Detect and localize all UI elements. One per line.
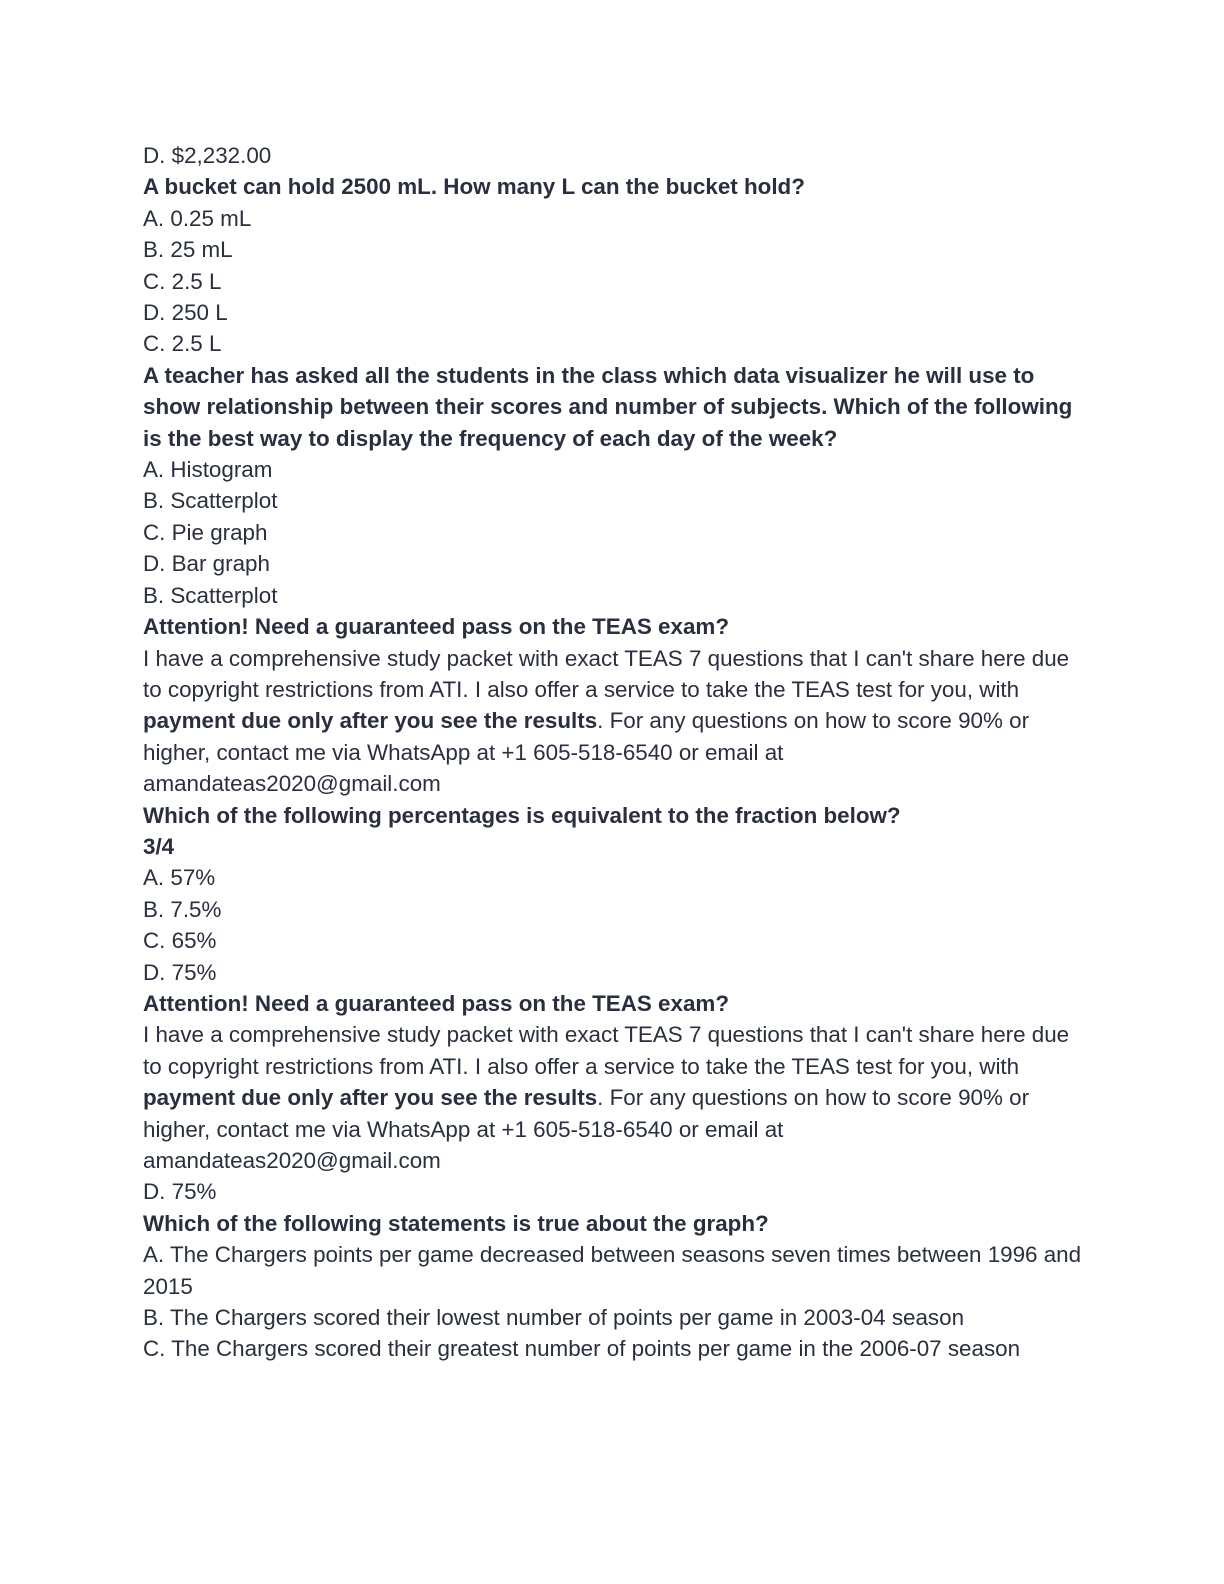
option-d: D. 250 L: [143, 300, 228, 326]
promo-text-bold: payment due only after you see the results: [143, 1085, 598, 1111]
question-percentage: [143, 800, 1083, 988]
promo-heading: Attention! Need a guaranteed pass on the TEAS exam?: [143, 614, 729, 640]
option-a: A. The Chargers points per game decreased between seasons seven times between 1996 and 2015: [143, 1242, 1082, 1299]
promo-text: [143, 1019, 1083, 1176]
option-c: C. 2.5 L: [143, 268, 222, 294]
promo-heading: Attention! Need a guaranteed pass on the TEAS exam?: [143, 990, 729, 1016]
question-text: Which of the following percentages is equivalent to the fraction below?: [143, 802, 901, 828]
option-c: C. 65%: [143, 928, 217, 954]
question-graph: [143, 1208, 1083, 1365]
promo-text: [143, 643, 1083, 800]
option-b: B. 7.5%: [143, 896, 222, 922]
option-a: A. 57%: [143, 865, 216, 891]
answer: C. 2.5 L: [143, 331, 222, 357]
answer: B. Scatterplot: [143, 582, 278, 608]
fraction: 3/4: [143, 833, 175, 859]
question-text: A teacher has asked all the students in the class which data visualizer he will use to show relationship between their scores and number of subjects. Which of the following is the best way to display the frequency of each day of the week?: [143, 362, 1073, 451]
promo-text-end: . For any questions on how to score 90% or higher, contact me via WhatsApp at +1 605-518-6540 or email at amandateas2020@gmail.com: [143, 1085, 1030, 1173]
promo-block-2: [143, 988, 1083, 1176]
previous-answer: D. $2,232.00: [143, 143, 272, 168]
promo-block-1: [143, 611, 1083, 799]
promo-text-end: . For any questions on how to score 90% or higher, contact me via WhatsApp at +1 605-518-6540 or email at amandateas2020@gmail.com: [143, 708, 1030, 797]
answer: D. 75%: [143, 1179, 217, 1205]
option-b: B. 25 mL: [143, 237, 233, 263]
option-b: B. The Chargers scored their lowest number of points per game in 2003-04 season: [143, 1305, 965, 1331]
question-bucket: [143, 171, 1083, 359]
option-d: D. Bar graph: [143, 551, 270, 577]
option-c: C. The Chargers scored their greatest number of points per game in the 2006-07 season: [143, 1336, 1021, 1362]
question-text: Which of the following statements is true about the graph?: [143, 1210, 769, 1236]
promo-text-start: I have a comprehensive study packet with exact TEAS 7 questions that I can't share here due to copyright restrictions from ATI. I also offer a service to take the TEAS test for you, with: [143, 645, 1070, 702]
promo-text-start: I have a comprehensive study packet with exact TEAS 7 questions that I can't share here due to copyright restrictions from ATI. I also offer a service to take the TEAS test for you, with: [143, 1022, 1070, 1079]
question-data-visualizer: [143, 360, 1083, 611]
option-a: A. 0.25 mL: [143, 205, 252, 231]
option-d: D. 75%: [143, 959, 217, 985]
option-b: B. Scatterplot: [143, 488, 278, 514]
option-c: C. Pie graph: [143, 519, 268, 545]
option-a: A. Histogram: [143, 457, 273, 483]
question-text: A bucket can hold 2500 mL. How many L can the bucket hold?: [143, 174, 805, 200]
document-page: [143, 140, 1083, 1365]
promo-text-bold: payment due only after you see the results: [143, 708, 598, 734]
